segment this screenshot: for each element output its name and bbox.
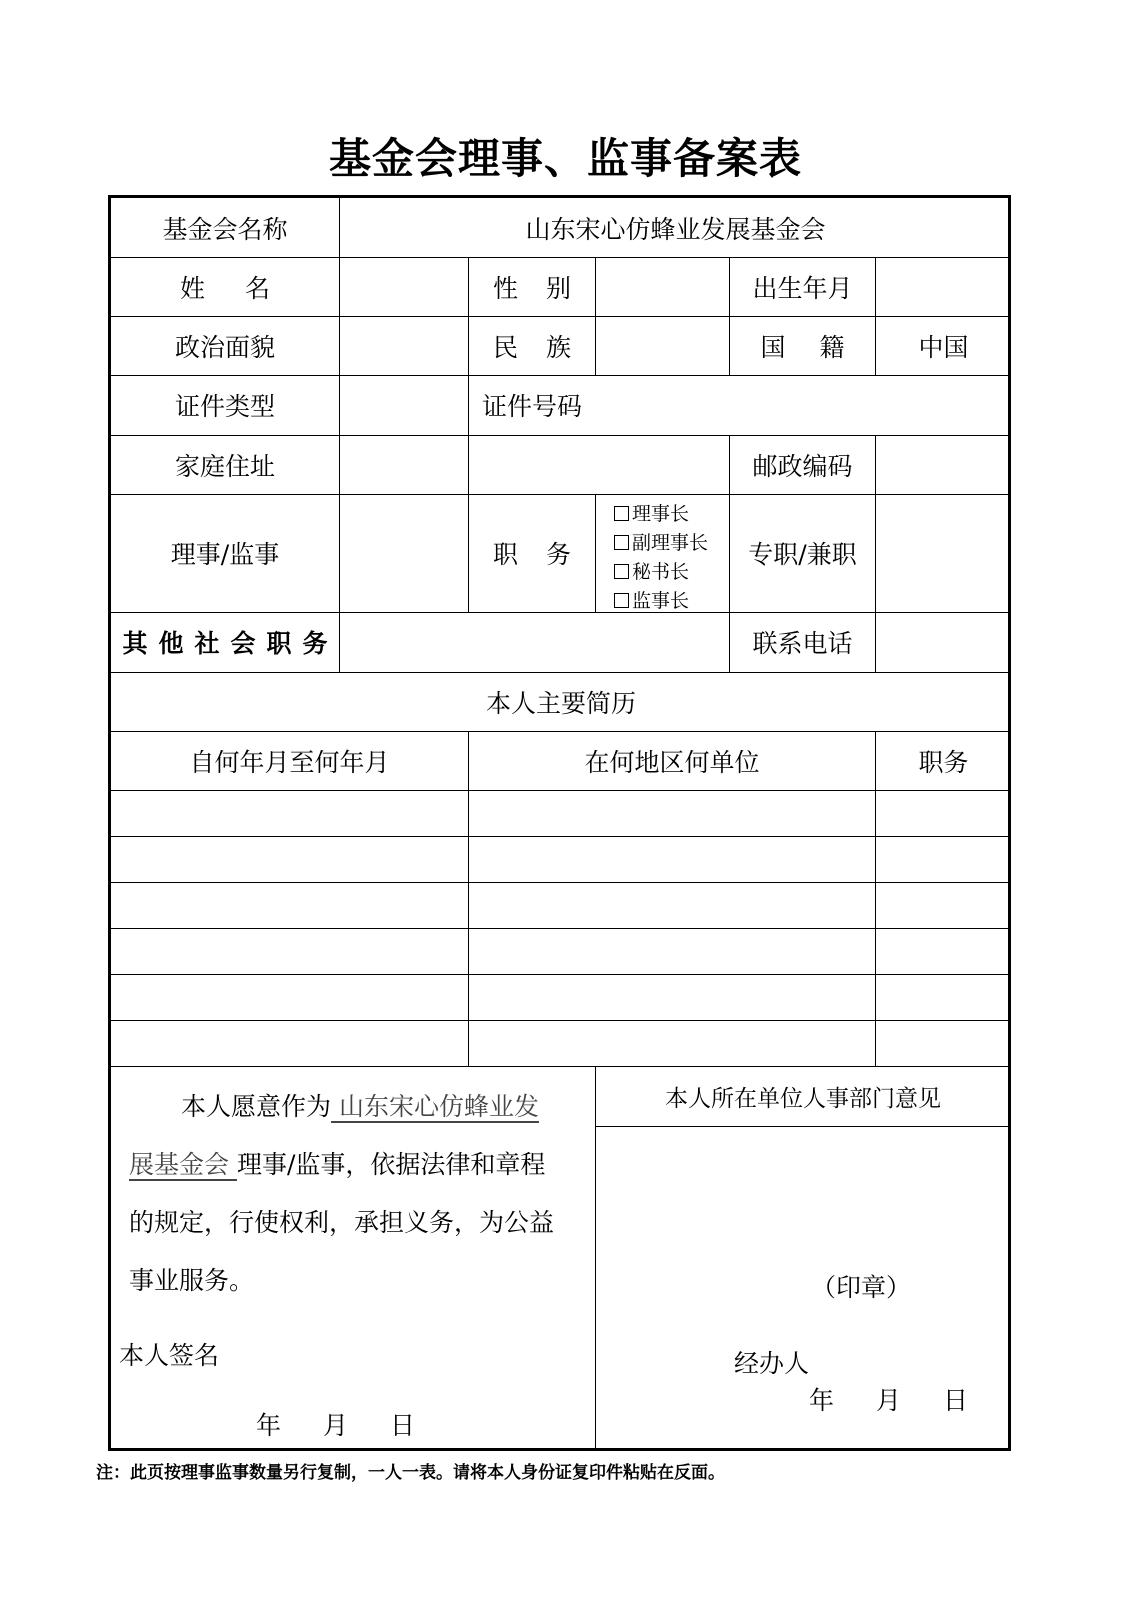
fulltime-label: 专职/兼职 [748,540,857,569]
table-cell[interactable] [111,882,468,928]
table-cell[interactable] [111,790,468,836]
postcode-field[interactable] [876,435,1011,494]
duty-options [614,500,744,616]
postcode-label: 邮政编码 [752,451,853,481]
checkbox[interactable] [614,506,629,521]
table-cell[interactable] [876,882,1011,928]
politics-field[interactable] [340,316,468,375]
fulltime-field[interactable] [876,494,1011,612]
table-cell[interactable] [111,974,468,1020]
id-type-field[interactable] [340,375,468,435]
table-cell[interactable] [876,836,1011,882]
ethnicity-label: 民族 [492,332,599,362]
duty-option-chairman[interactable]: 理事长 [614,500,744,529]
nationality-label: 国籍 [760,332,879,362]
signature-date: 年 月 日 [256,1411,416,1440]
unit-opinion-date: 年 月 日 [809,1386,969,1415]
table-cell[interactable] [111,1020,468,1066]
table-cell[interactable] [111,836,468,882]
resume-header-post: 职务 [918,747,969,777]
pledge-text: 本人愿意作为 山东宋心仿蜂业发 展基金会 理事/监事，依据法律和章程 的规定，行使权利，承担义务，为公益 事业服务。 [129,1092,555,1295]
table-cell[interactable] [469,882,875,928]
id-number-field[interactable] [596,375,1011,435]
duty-label: 职务 [492,540,599,569]
birth-label: 出生年月 [752,273,853,303]
gender-field[interactable] [596,257,729,316]
table-cell[interactable] [469,974,875,1020]
other-posts-field[interactable] [340,612,729,672]
footnote: 注：此页按理事监事数量另行复制，一人一表。请将本人身份证复印件粘贴在反面。 [96,1463,725,1483]
checkbox[interactable] [614,593,629,608]
nationality-field[interactable]: 中国 [918,332,969,362]
record-form [108,195,1011,1451]
politics-label: 政治面貌 [174,332,275,362]
role-label: 理事/监事 [170,540,280,569]
other-posts-label: 其他社会职务 [122,629,339,658]
signature-label: 本人签名 [119,1341,220,1370]
resume-header-unit: 在何地区何单位 [584,747,760,777]
resume-header-period: 自何年月至何年月 [189,747,390,777]
table-cell[interactable] [876,928,1011,974]
unit-opinion-title: 本人所在单位人事部门意见 [665,1085,941,1112]
table-cell[interactable] [111,928,468,974]
table-cell[interactable] [469,1020,875,1066]
ethnicity-field[interactable] [596,316,729,375]
address-field[interactable] [340,435,729,494]
pledge-org-fill-cont[interactable]: 展基金会 [129,1150,237,1179]
table-cell[interactable] [469,836,875,882]
phone-field[interactable] [876,612,1011,672]
table-cell[interactable] [469,928,875,974]
id-type-label: 证件类型 [174,392,275,421]
name-field[interactable] [340,257,468,316]
pledge-org-fill[interactable]: 山东宋心仿蜂业发 [331,1092,539,1121]
address-label: 家庭住址 [174,451,275,481]
foundation-name-value[interactable]: 山东宋心仿蜂业发展基金会 [525,214,826,244]
id-number-label: 证件号码 [481,392,582,421]
duty-option-chief-supervisor[interactable]: 监事长 [614,587,744,616]
phone-label: 联系电话 [752,629,853,658]
name-label: 姓名 [179,273,310,303]
handler-label: 经办人 [734,1349,810,1378]
duty-option-vice-chairman[interactable]: 副理事长 [614,529,744,558]
table-cell[interactable] [876,974,1011,1020]
table-cell[interactable] [876,1020,1011,1066]
birth-field[interactable] [876,257,1011,316]
checkbox[interactable] [614,564,629,579]
seal-label: （印章） [811,1273,912,1302]
gender-label: 性别 [492,273,599,303]
page-title: 基金会理事、监事备案表 [328,134,802,183]
table-cell[interactable] [469,790,875,836]
duty-option-secretary-general[interactable]: 秘书长 [614,558,744,587]
table-cell[interactable] [876,790,1011,836]
role-field[interactable] [340,494,468,612]
checkbox[interactable] [614,535,629,550]
resume-title: 本人主要简历 [485,688,636,718]
foundation-name-label: 基金会名称 [162,214,288,244]
